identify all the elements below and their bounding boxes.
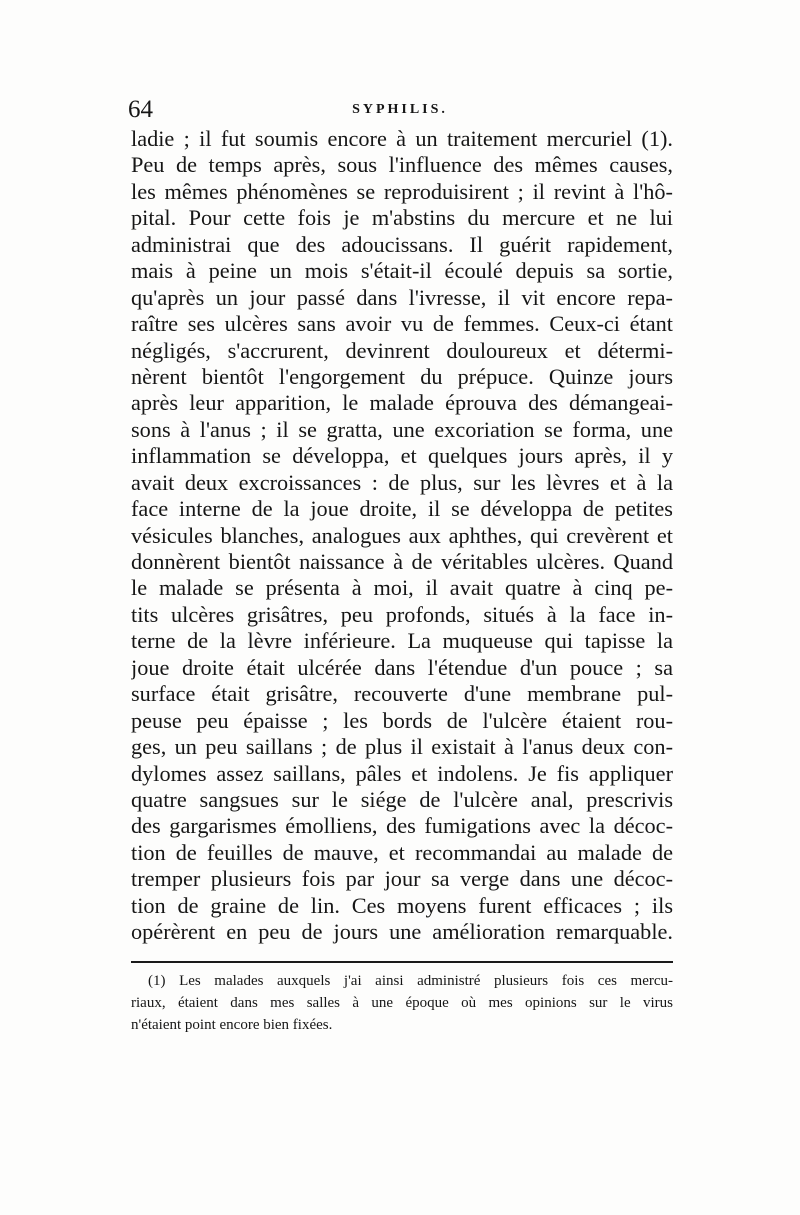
text-line: peuse peu épaisse ; les bords de l'ulcère étaient rou- xyxy=(131,707,673,733)
text-line: quatre sangsues sur le siége de l'ulcère anal, prescrivis xyxy=(131,786,673,812)
text-line: mais à peine un mois s'était-il écoulé depuis sa sortie, xyxy=(131,258,673,284)
text-line: inflammation se développa, et quelques jours après, il y xyxy=(131,443,673,469)
page-number: 64 xyxy=(128,96,153,123)
footnotes xyxy=(131,970,673,1036)
text-line: avait deux excroissances : de plus, sur les lèvres et à la xyxy=(131,469,673,495)
page-header xyxy=(128,92,672,128)
text-line: surface était grisâtre, recouverte d'une membrane pul- xyxy=(131,681,673,707)
footnote-divider xyxy=(131,961,673,963)
text-line: ges, un peu saillans ; de plus il existait à l'anus deux con- xyxy=(131,734,673,760)
text-line: opérèrent en peu de jours une amélioration remarquable. xyxy=(131,919,673,945)
text-line: Peu de temps après, sous l'influence des mêmes causes, xyxy=(131,152,673,178)
text-line: administrai que des adoucissans. Il guérit rapidement, xyxy=(131,231,673,257)
text-line: nèrent bientôt l'engorgement du prépuce. Quinze jours xyxy=(131,363,673,389)
text-line: négligés, s'accrurent, devinrent douloureux et détermi- xyxy=(131,337,673,363)
text-line: le malade se présenta à moi, il avait quatre à cinq pe- xyxy=(131,575,673,601)
text-line: sons à l'anus ; il se gratta, une excoriation se forma, une xyxy=(131,416,673,442)
text-line: pital. Pour cette fois je m'abstins du mercure et ne lui xyxy=(131,205,673,231)
text-line: vésicules blanches, analogues aux aphthes, qui crevèrent et xyxy=(131,522,673,548)
running-title: SYPHILIS. xyxy=(352,102,448,117)
text-line: dylomes assez saillans, pâles et indolens. Je fis appliquer xyxy=(131,760,673,786)
text-line: les mêmes phénomènes se reproduisirent ; il revint à l'hô- xyxy=(131,178,673,204)
text-line: terne de la lèvre inférieure. La muqueuse qui tapisse la xyxy=(131,628,673,654)
text-line: face interne de la joue droite, il se développa de petites xyxy=(131,496,673,522)
text-line: ladie ; il fut soumis encore à un traitement mercuriel (1). xyxy=(131,126,673,151)
text-line: tion de feuilles de mauve, et recommandai au malade de xyxy=(131,839,673,865)
text-line: après leur apparition, le malade éprouva des démangeai- xyxy=(131,390,673,416)
footnote-line: riaux, étaient dans mes salles à une époque où mes opinions sur le virus xyxy=(131,995,673,1011)
body-text xyxy=(131,126,673,946)
text-line: des gargarismes émolliens, des fumigations avec la décoc- xyxy=(131,813,673,839)
text-line: raître ses ulcères sans avoir vu de femmes. Ceux-ci étant xyxy=(131,311,673,337)
text-line: donnèrent bientôt naissance à de véritables ulcères. Quand xyxy=(131,549,673,574)
text-line: tremper plusieurs fois par jour sa verge dans une décoc- xyxy=(131,866,673,892)
text-line: joue droite était ulcérée dans l'étendue d'un pouce ; sa xyxy=(131,654,673,680)
text-line: qu'après un jour passé dans l'ivresse, il vit encore repa- xyxy=(131,284,673,310)
text-line: tion de graine de lin. Ces moyens furent efficaces ; ils xyxy=(131,892,673,918)
text-line: tits ulcères grisâtres, peu profonds, situés à la face in- xyxy=(131,601,673,627)
footnote-line: (1) Les malades auxquels j'ai ainsi administré plusieurs fois ces mercu- xyxy=(148,973,673,989)
footnote-line: n'étaient point encore bien fixées. xyxy=(131,1017,333,1033)
